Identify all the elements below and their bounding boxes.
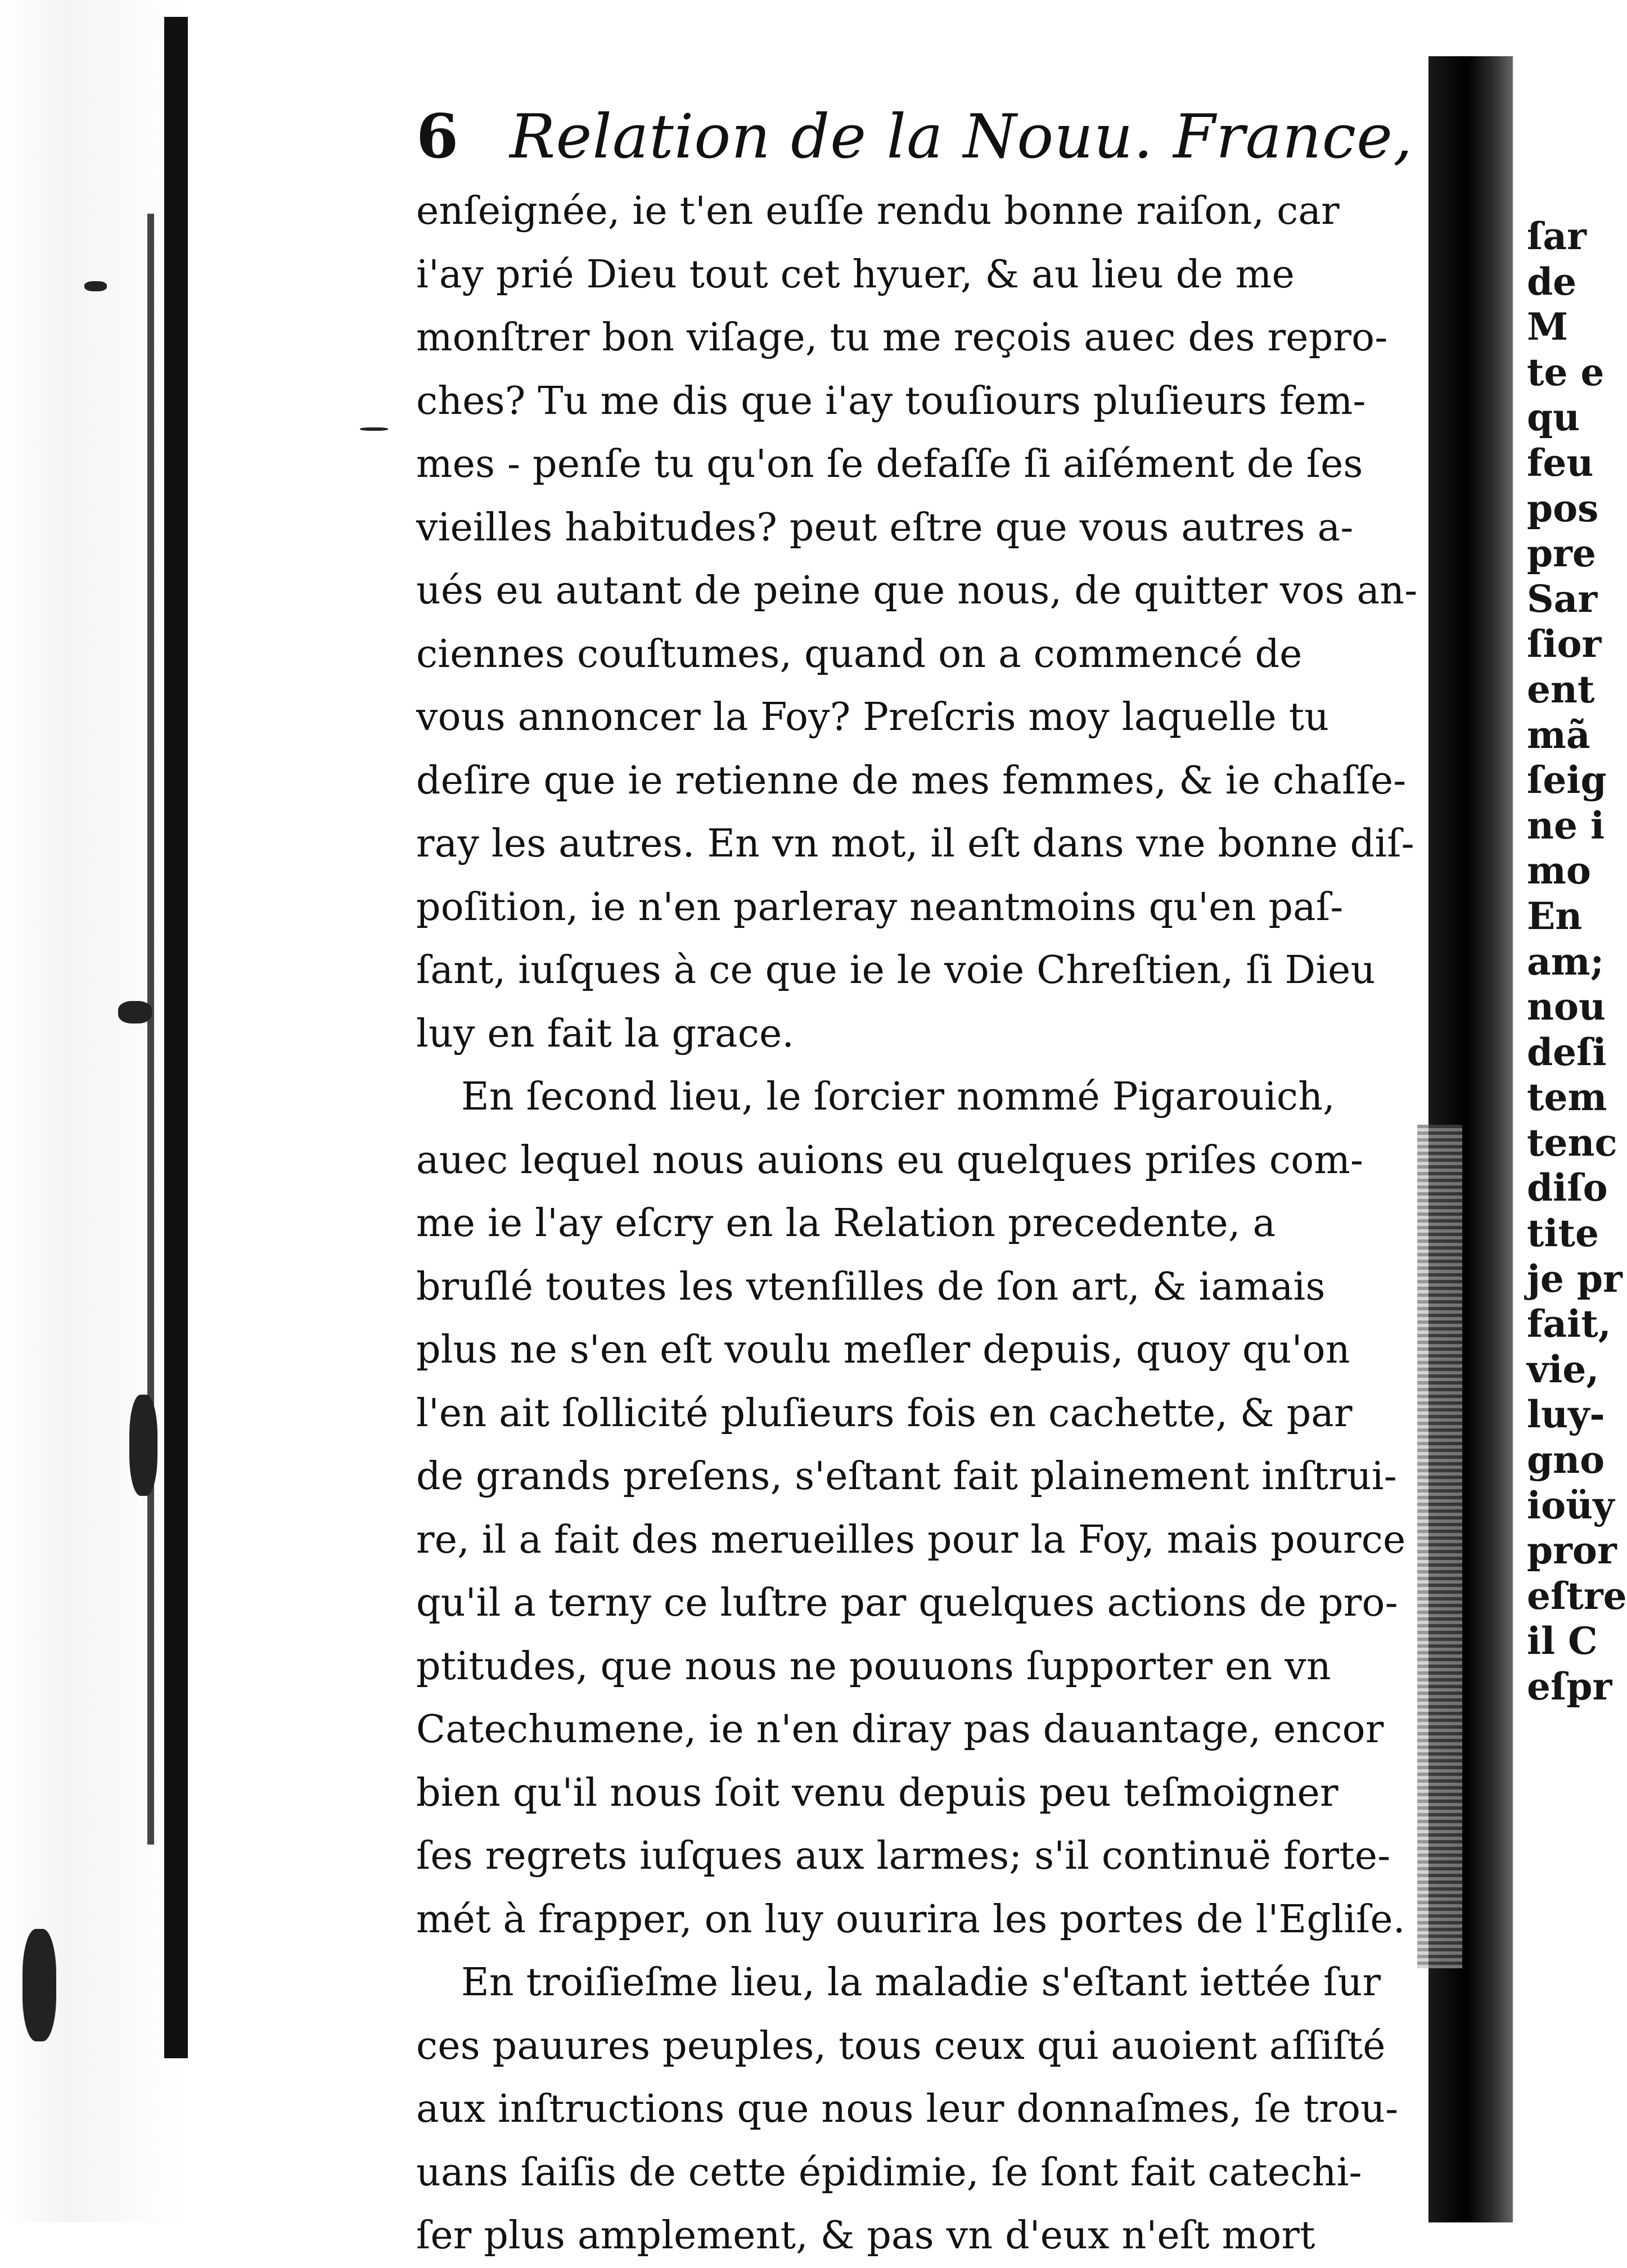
next-page-line: fait, (1527, 1302, 1611, 1346)
text-line: monſtrer bon viſage, tu me reçois auec des repro- (416, 315, 1388, 360)
next-page-line: te e (1527, 350, 1605, 394)
text-line: uans ſaiſis de cette épidimie, ſe ſont fait catechi- (416, 2150, 1362, 2195)
text-line: vous annoncer la Foy? Preſcris moy laquelle tu (416, 695, 1329, 740)
text-line: ſer plus amplement, & pas vn d'eux n'eſt mort (416, 2213, 1315, 2258)
text-line: poſition, ie n'en parleray neantmoins qu'en paſ- (416, 885, 1344, 930)
next-page-line: diſo (1527, 1166, 1608, 1210)
next-page-line: am; (1527, 939, 1604, 984)
text-line: luy en fait la grace. (416, 1011, 795, 1056)
text-line: ués eu autant de peine que nous, de quitter vos an- (416, 569, 1418, 613)
text-line: ces pauures peuples, tous ceux qui auoient aſſiſté (416, 2023, 1386, 2068)
next-page-line: mo (1527, 849, 1591, 893)
text-line: ches? Tu me dis que i'ay touſiours pluſieurs fem- (416, 378, 1366, 423)
next-page-line: ne i (1527, 803, 1605, 847)
text-line: auec lequel nous auions eu quelques priſes com- (416, 1138, 1364, 1183)
next-page-line: tite (1527, 1211, 1599, 1256)
next-page-line: vie, (1527, 1347, 1599, 1391)
text-line: de grands preſens, s'eſtant fait plainement inſtrui- (416, 1454, 1397, 1499)
next-page-line: nou (1527, 985, 1606, 1029)
gutter-mark (360, 427, 388, 431)
text-line: aux inſtructions que nous leur donnaſmes, ſe trou- (416, 2087, 1399, 2131)
text-line: mes - penſe tu qu'on ſe defaſſe ſi aiſément de ſes (416, 442, 1363, 486)
text-line: i'ay prié Dieu tout cet hyuer, & au lieu de me (416, 252, 1295, 297)
left-gutter (0, 0, 186, 2222)
text-line: plus ne s'en eſt voulu meſler depuis, quoy qu'on (416, 1328, 1350, 1372)
text-line: qu'il a terny ce luſtre par quelques actions de pro- (416, 1581, 1398, 1625)
gutter-mark (84, 281, 107, 291)
text-line: En ſecond lieu, le ſorcier nommé Pigarouich, (461, 1075, 1336, 1119)
next-page-line: eſtre (1527, 1573, 1627, 1618)
next-page-line: de (1527, 259, 1577, 304)
next-page-line: feu (1527, 440, 1594, 485)
next-page-line: tem (1527, 1075, 1607, 1120)
next-page-line: M (1527, 305, 1569, 349)
next-page-line: pre (1527, 531, 1596, 576)
gutter-mark (118, 1001, 152, 1023)
text-line: l'en ait ſollicité pluſieurs fois en cachette, & par (416, 1391, 1353, 1436)
next-page-line: En (1527, 894, 1583, 938)
text-line: ſant, iuſques à ce que ie le voie Chreſtien, ſi Dieu (416, 948, 1376, 993)
gutter-mark (129, 1395, 157, 1496)
next-page-line: ſar (1527, 214, 1587, 258)
next-page-fragment (1527, 214, 1627, 1710)
page-number: 6 (416, 101, 459, 172)
text-line: enſeignée, ie t'en euſſe rendu bonne raiſon, car (416, 189, 1340, 233)
page (416, 101, 1445, 2268)
next-page-line: deſi (1527, 1030, 1607, 1074)
text-line: ray les autres. En vn mot, il eſt dans vne bonne diſ- (416, 822, 1414, 866)
next-page-line: pos (1527, 486, 1599, 530)
binding-edge (164, 17, 188, 2058)
text-line: me ie l'ay eſcry en la Relation precedente, a (416, 1201, 1276, 1246)
next-page-line: eſpr (1527, 1665, 1612, 1708)
text-line: ptitudes, que nous ne pouuons ſupporter en vn (416, 1644, 1331, 1689)
text-line: Catechumene, ie n'en diray pas dauantage, encor (416, 1707, 1384, 1752)
next-page-line: Sar (1527, 576, 1598, 621)
next-page-line: ioüy (1527, 1483, 1615, 1527)
next-page-line: je pr (1527, 1256, 1623, 1301)
text-line: bruſlé toutes les vtenſilles de ſon art, & iamais (416, 1264, 1326, 1309)
text-line: ſes regrets iuſques aux larmes; s'il continuë forte- (416, 1834, 1391, 1878)
next-page-line: gno (1527, 1438, 1605, 1482)
next-page-line: tenc (1527, 1120, 1617, 1165)
running-title: Relation de la Nouu. France, (510, 102, 1413, 172)
text-line: En troiſieſme lieu, la maladie s'eſtant iettée ſur (461, 1960, 1381, 2005)
next-page-line: luy- (1527, 1392, 1605, 1437)
gutter-mark (22, 1929, 56, 2041)
text-line: deſire que ie retienne de mes femmes, & ie chaſſe- (416, 758, 1407, 803)
text-line: ciennes couſtumes, quand on a commencé de (416, 632, 1302, 677)
next-page-line: mã (1527, 713, 1590, 757)
body-text (416, 180, 1445, 2268)
next-page-line: il C (1527, 1619, 1598, 1663)
next-page-line: ſeig (1527, 758, 1607, 802)
next-page-line: ent (1527, 667, 1595, 711)
text-line: vieilles habitudes? peut eſtre que vous autres a- (416, 505, 1354, 550)
text-line: re, il a fait des merueilles pour la Foy, mais pource (416, 1517, 1406, 1562)
binding-shadow-thin (147, 214, 154, 1845)
next-page-line: ſior (1527, 622, 1602, 666)
next-page-line: pror (1527, 1528, 1617, 1573)
text-line: mét à frapper, on luy ouurira les portes de l'Egliſe. (416, 1897, 1405, 1942)
next-page-line: qu (1527, 395, 1580, 440)
text-line: bien qu'il nous ſoit venu depuis peu teſmoigner (416, 1770, 1338, 1815)
